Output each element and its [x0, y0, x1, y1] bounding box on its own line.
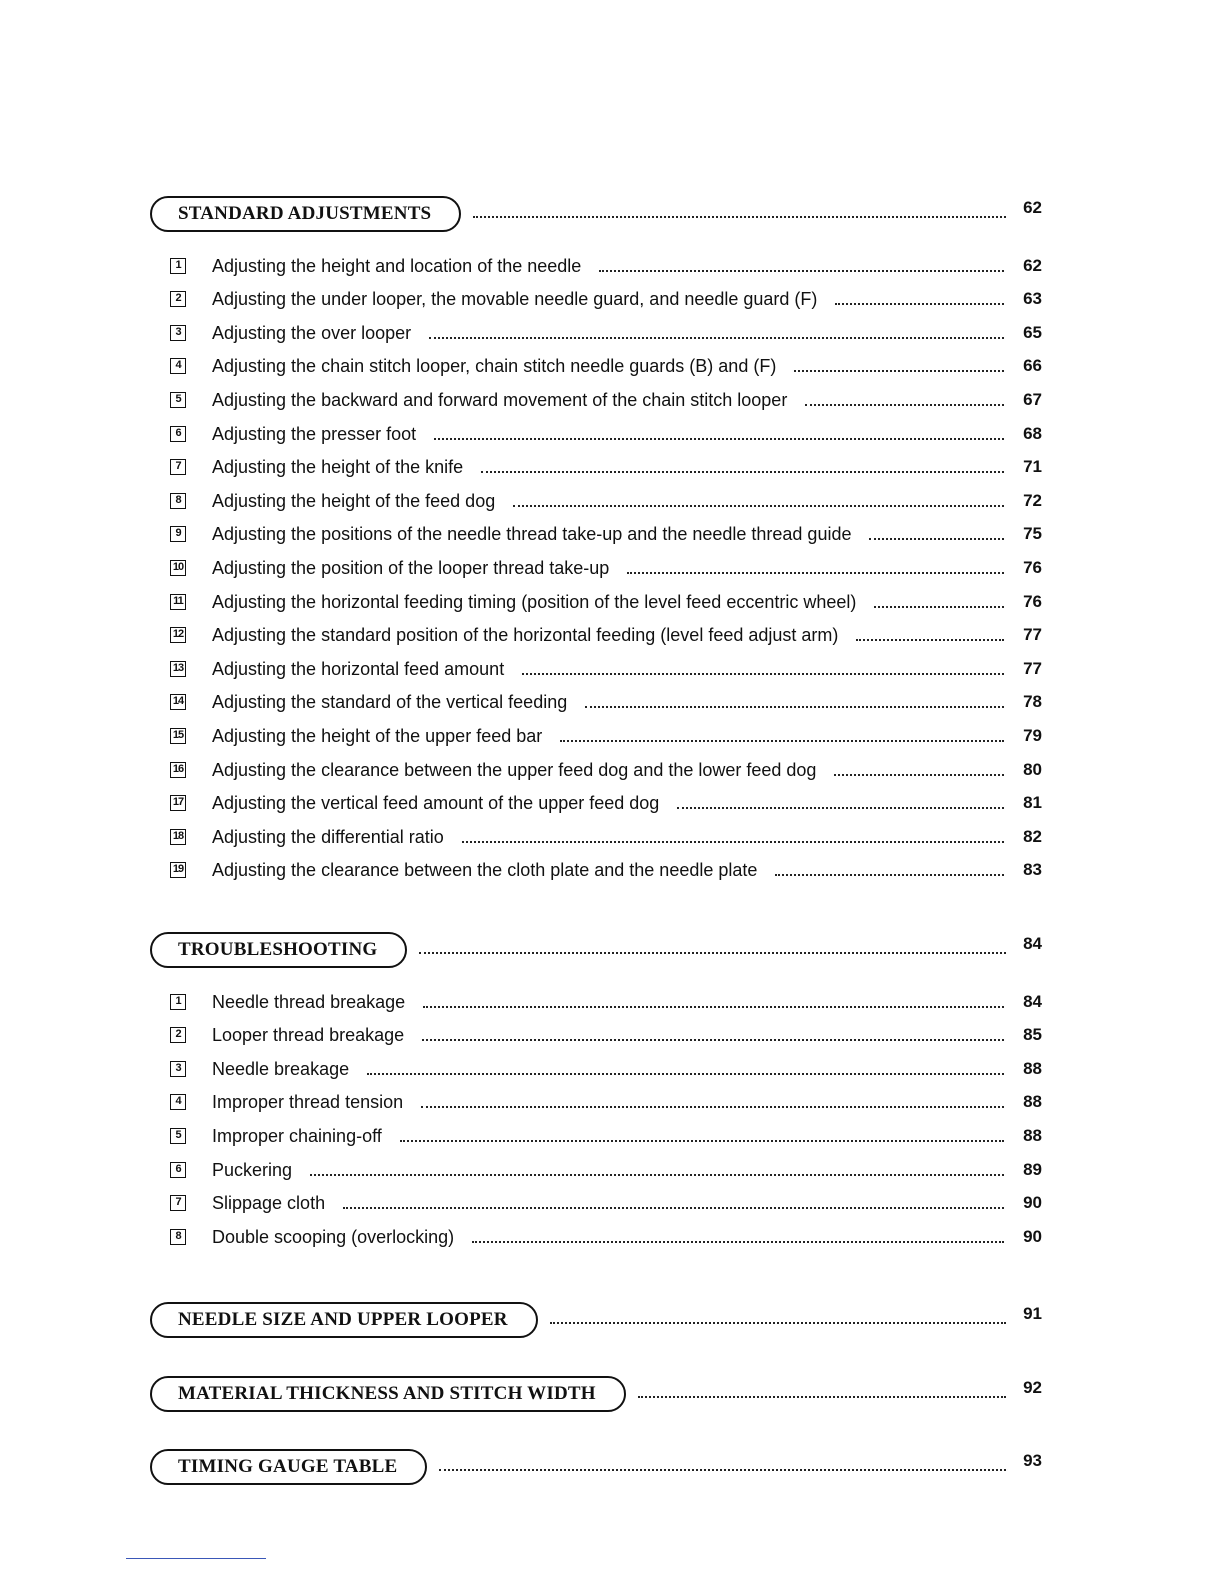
- toc-entry-page: 71: [1023, 457, 1042, 477]
- section-title: TIMING GAUGE TABLE: [150, 1449, 427, 1485]
- leader-dots: [439, 1459, 1006, 1471]
- item-number-box: 9: [170, 526, 186, 542]
- leader-dots: [794, 368, 1004, 372]
- item-number-box: 3: [170, 1061, 186, 1077]
- section-heading[interactable]: [150, 1374, 1042, 1414]
- section-heading[interactable]: [150, 930, 1042, 970]
- item-number-box: 5: [170, 392, 186, 408]
- toc-entry[interactable]: [170, 311, 1042, 345]
- item-number-box: 12: [170, 627, 186, 643]
- toc-entry-title: Adjusting the chain stitch looper, chain stitch needle guards (B) and (F): [212, 356, 777, 377]
- item-number-box: 8: [170, 493, 186, 509]
- section-needle-size: [150, 1300, 1042, 1340]
- toc-entry-title: Adjusting the standard of the vertical feeding: [212, 692, 568, 713]
- toc-entry-title: Adjusting the positions of the needle thread take-up and the needle thread guide: [212, 524, 852, 545]
- leader-dots: [638, 1386, 1006, 1398]
- toc-entry-page: 81: [1023, 793, 1042, 813]
- toc-entry-page: 68: [1023, 423, 1042, 443]
- toc-entry-title: Adjusting the position of the looper thread take-up: [212, 557, 610, 578]
- toc-entry-page: 79: [1023, 725, 1042, 745]
- toc-entry-title: Adjusting the height of the upper feed bar: [212, 725, 543, 746]
- section-heading[interactable]: [150, 1447, 1042, 1487]
- toc-entry-title: Double scooping (overlocking): [212, 1226, 455, 1247]
- leader-dots: [429, 335, 1004, 339]
- leader-dots: [343, 1205, 1004, 1209]
- toc-entry[interactable]: [170, 244, 1042, 278]
- toc-entry-title: Adjusting the vertical feed amount of the upper feed dog: [212, 793, 660, 814]
- toc-entry[interactable]: [170, 614, 1042, 648]
- toc-entry-title: Adjusting the presser foot: [212, 423, 417, 444]
- leader-dots: [400, 1138, 1004, 1142]
- leader-dots: [473, 206, 1006, 218]
- toc-entry-page: 90: [1023, 1226, 1042, 1246]
- toc-entry[interactable]: [170, 345, 1042, 379]
- leader-dots: [513, 503, 1004, 507]
- toc-entry-title: Adjusting the under looper, the movable needle guard, and needle guard (F): [212, 289, 818, 310]
- section-page-number: 62: [1023, 198, 1042, 217]
- toc-entry-page: 88: [1023, 1058, 1042, 1078]
- section-page-number: 91: [1023, 1304, 1042, 1323]
- toc-entry-page: 72: [1023, 490, 1042, 510]
- toc-entry[interactable]: [170, 446, 1042, 480]
- item-number-box: 8: [170, 1229, 186, 1245]
- toc-entry[interactable]: [170, 580, 1042, 614]
- toc-entry[interactable]: [170, 412, 1042, 446]
- toc-entry-title: Puckering: [212, 1159, 293, 1180]
- toc-entry-title: Needle thread breakage: [212, 991, 406, 1012]
- section-title: STANDARD ADJUSTMENTS: [150, 196, 461, 232]
- section-item-list: [170, 980, 1042, 1249]
- section-timing-gauge: [150, 1447, 1042, 1487]
- toc-entry-page: 62: [1023, 255, 1042, 275]
- section-title: TROUBLESHOOTING: [150, 932, 407, 968]
- leader-dots: [481, 469, 1004, 473]
- leader-dots: [834, 772, 1004, 776]
- leader-dots: [462, 839, 1004, 843]
- item-number-box: 15: [170, 728, 186, 744]
- section-page-number: 84: [1023, 934, 1042, 953]
- section-heading[interactable]: [150, 194, 1042, 234]
- leader-dots: [835, 301, 1004, 305]
- toc-entry-title: Improper chaining-off: [212, 1125, 382, 1146]
- leader-dots: [421, 1104, 1004, 1108]
- toc-entry[interactable]: [170, 1014, 1042, 1048]
- toc-entry[interactable]: [170, 479, 1042, 513]
- section-page-number: 92: [1023, 1378, 1042, 1397]
- toc-entry-title: Adjusting the horizontal feeding timing (position of the level feed eccentric wheel): [212, 591, 857, 612]
- item-number-box: 2: [170, 291, 186, 307]
- item-number-box: 3: [170, 325, 186, 341]
- leader-dots: [585, 704, 1004, 708]
- toc-entry-page: 89: [1023, 1159, 1042, 1179]
- toc-entry-page: 77: [1023, 658, 1042, 678]
- section-page-number: 93: [1023, 1451, 1042, 1470]
- item-number-box: 17: [170, 795, 186, 811]
- section-title: NEEDLE SIZE AND UPPER LOOPER: [150, 1302, 538, 1338]
- toc-entry-page: 83: [1023, 860, 1042, 880]
- toc-entry[interactable]: [170, 278, 1042, 312]
- toc-entry-page: 90: [1023, 1193, 1042, 1213]
- toc-entry-title: Adjusting the over looper: [212, 322, 412, 343]
- leader-dots: [599, 268, 1004, 272]
- item-number-box: 13: [170, 661, 186, 677]
- item-number-box: 10: [170, 560, 186, 576]
- leader-dots: [422, 1037, 1004, 1041]
- toc-entry[interactable]: [170, 1047, 1042, 1081]
- toc-entry-title: Adjusting the standard position of the horizontal feeding (level feed adjust arm): [212, 625, 839, 646]
- item-number-box: 1: [170, 258, 186, 274]
- item-number-box: 6: [170, 1162, 186, 1178]
- toc-entry-title: Adjusting the clearance between the upper feed dog and the lower feed dog: [212, 759, 817, 780]
- toc-entry[interactable]: [170, 647, 1042, 681]
- item-number-box: 14: [170, 694, 186, 710]
- footer-rule: [126, 1558, 266, 1559]
- toc-entry-page: 65: [1023, 322, 1042, 342]
- leader-dots: [627, 570, 1004, 574]
- item-number-box: 16: [170, 762, 186, 778]
- toc-entry-title: Improper thread tension: [212, 1092, 404, 1113]
- toc-entry[interactable]: [170, 714, 1042, 748]
- toc-entry[interactable]: [170, 1114, 1042, 1148]
- leader-dots: [367, 1071, 1004, 1075]
- toc-entry-title: Adjusting the clearance between the cloth plate and the needle plate: [212, 860, 758, 881]
- item-number-box: 18: [170, 829, 186, 845]
- toc-entry-page: 88: [1023, 1092, 1042, 1112]
- item-number-box: 4: [170, 358, 186, 374]
- section-troubleshooting: [150, 930, 1042, 1247]
- toc-entry[interactable]: [170, 378, 1042, 412]
- leader-dots: [856, 637, 1004, 641]
- section-title: MATERIAL THICKNESS AND STITCH WIDTH: [150, 1376, 626, 1412]
- toc-entry-page: 76: [1023, 557, 1042, 577]
- leader-dots: [677, 805, 1004, 809]
- toc-entry[interactable]: [170, 1215, 1042, 1249]
- leader-dots: [310, 1172, 1004, 1176]
- toc-entry-page: 85: [1023, 1025, 1042, 1045]
- section-standard-adjustments: [150, 194, 1042, 881]
- item-number-box: 4: [170, 1094, 186, 1110]
- toc-entry[interactable]: [170, 1148, 1042, 1182]
- leader-dots: [419, 942, 1006, 954]
- leader-dots: [522, 671, 1004, 675]
- toc-entry-title: Adjusting the height of the knife: [212, 457, 464, 478]
- leader-dots: [550, 1312, 1006, 1324]
- toc-entry-title: Adjusting the backward and forward movement of the chain stitch looper: [212, 389, 788, 410]
- toc-entry-page: 67: [1023, 389, 1042, 409]
- toc-entry-title: Adjusting the differential ratio: [212, 826, 444, 847]
- toc-entry-title: Adjusting the height and location of the needle: [212, 255, 582, 276]
- toc-entry-page: 77: [1023, 625, 1042, 645]
- item-number-box: 11: [170, 594, 186, 610]
- toc-entry[interactable]: [170, 980, 1042, 1014]
- toc-entry[interactable]: [170, 849, 1042, 883]
- toc-entry[interactable]: [170, 681, 1042, 715]
- item-number-box: 19: [170, 862, 186, 878]
- toc-entry-page: 63: [1023, 289, 1042, 309]
- toc-entry-page: 66: [1023, 356, 1042, 376]
- leader-dots: [805, 402, 1004, 406]
- leader-dots: [869, 536, 1004, 540]
- leader-dots: [775, 872, 1004, 876]
- leader-dots: [874, 604, 1004, 608]
- item-number-box: 2: [170, 1027, 186, 1043]
- section-item-list: [170, 244, 1042, 882]
- toc-entry[interactable]: [170, 1182, 1042, 1216]
- toc-entry[interactable]: [170, 513, 1042, 547]
- toc-entry[interactable]: [170, 782, 1042, 816]
- item-number-box: 5: [170, 1128, 186, 1144]
- section-heading[interactable]: [150, 1300, 1042, 1340]
- item-number-box: 7: [170, 459, 186, 475]
- toc-entry-page: 82: [1023, 826, 1042, 846]
- toc-entry-title: Needle breakage: [212, 1058, 350, 1079]
- leader-dots: [560, 738, 1004, 742]
- leader-dots: [472, 1239, 1004, 1243]
- item-number-box: 1: [170, 994, 186, 1010]
- toc-entry-page: 78: [1023, 692, 1042, 712]
- item-number-box: 7: [170, 1195, 186, 1211]
- leader-dots: [423, 1004, 1004, 1008]
- item-number-box: 6: [170, 426, 186, 442]
- toc-entry-page: 80: [1023, 759, 1042, 779]
- leader-dots: [434, 436, 1004, 440]
- toc-entry-page: 88: [1023, 1125, 1042, 1145]
- toc-entry-title: Adjusting the horizontal feed amount: [212, 658, 505, 679]
- toc-entry-page: 84: [1023, 991, 1042, 1011]
- toc-entry[interactable]: [170, 546, 1042, 580]
- toc-entry-title: Slippage cloth: [212, 1193, 326, 1214]
- toc-entry[interactable]: [170, 1081, 1042, 1115]
- toc-entry-title: Adjusting the height of the feed dog: [212, 490, 496, 511]
- toc-entry-page: 76: [1023, 591, 1042, 611]
- section-material-thickness: [150, 1374, 1042, 1414]
- toc-entry[interactable]: [170, 815, 1042, 849]
- toc-entry-title: Looper thread breakage: [212, 1025, 405, 1046]
- toc-entry-page: 75: [1023, 524, 1042, 544]
- toc-entry[interactable]: [170, 748, 1042, 782]
